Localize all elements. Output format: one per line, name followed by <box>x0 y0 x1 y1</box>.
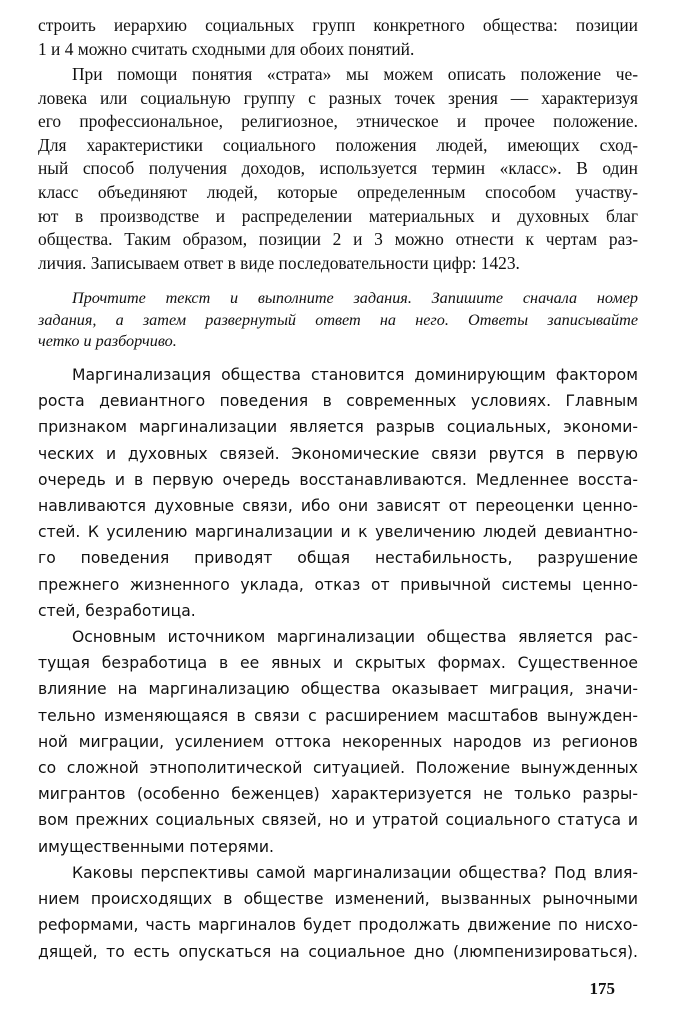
text-line: влияние на маргинализацию общества оказывает миграция, значи- <box>38 680 638 699</box>
text-line: вом прежних социальных связей, но и утратой социального статуса и <box>38 811 638 830</box>
text-line: Основным источником маргинализации общества является рас- <box>72 628 638 646</box>
instruction-line: задания, а затем развернутый ответ на него. Ответы записывайте <box>38 310 638 329</box>
paragraph-continuation <box>38 14 638 61</box>
text-line: Каковы перспективы самой маргинализации общества? Под влия- <box>72 864 638 882</box>
instruction-line: Прочтите текст и выполните задания. Запишите сначала номер <box>72 289 638 307</box>
text-line: роста девиантного поведения в современных условиях. Главным <box>38 392 638 411</box>
text-line: навливаются духовные связи, ибо они зависят от переоценки ценно- <box>38 497 638 516</box>
text-line: тельно изменяющаяся в связи с расширением масштабов вынужден- <box>38 706 638 725</box>
text-line: При помощи понятия «страта» мы можем описать положение че- <box>72 64 638 84</box>
source-text-paragraph-2 <box>38 624 638 860</box>
text-line: со сложной этнополитической ситуацией. Положение вынужденных <box>38 759 638 778</box>
text-line: реформами, часть маргиналов будет продолжать движение по нисхо- <box>38 916 638 935</box>
text-line: го поведения приводят общая нестабильность, разрушение <box>38 549 638 568</box>
text-line: его профессиональное, религиозное, этническое и прочее положение. <box>38 111 638 132</box>
text-line: мигрантов (особенно беженцев) характеризуется не только разры- <box>38 785 638 804</box>
source-text-paragraph-3 <box>38 860 638 965</box>
text-line: общества. Таким образом, позиции 2 и 3 можно отнести к чертам раз- <box>38 229 638 250</box>
source-text-paragraph-1 <box>38 362 638 624</box>
text-line: Для характеристики социального положения людей, имеющих сход- <box>38 134 638 155</box>
paragraph-strata <box>38 63 638 275</box>
text-line: признаком маргинализации является разрыв социальных, экономи- <box>38 418 638 437</box>
text-line: Маргинализация общества становится доминирующим фактором <box>72 366 638 384</box>
text-line: тущая безработица в ее явных и скрытых формах. Существенное <box>38 654 638 673</box>
text-line: личия. Записываем ответ в виде последовательности цифр: 1423. <box>38 252 520 273</box>
text-line: 1 и 4 можно считать сходными для обоих понятий. <box>38 38 415 59</box>
text-line: нием происходящих в обществе изменений, вызванных рыночными <box>38 890 638 909</box>
text-line: стей. К усилению маргинализации и к увеличению людей девиантно- <box>38 523 638 542</box>
instruction-line: четко и разборчиво. <box>38 332 177 350</box>
page-number: 175 <box>589 979 615 998</box>
text-line: ют в производстве и распределении материальных и духовных благ <box>38 205 638 226</box>
text-line: очередь и в первую очередь восстанавливаются. Медленнее восста- <box>38 470 638 489</box>
text-line: имущественными потерями. <box>38 837 274 856</box>
text-line: дящей, то есть опускаться на социальное дно (люмпенизироваться). <box>38 942 638 961</box>
text-line: ной миграции, усилением оттока некоренных народов из регионов <box>38 732 638 751</box>
text-line: ный способ получения доходов, используется термин «класс». В один <box>38 158 638 179</box>
text-line: ловека или социальную группу с разных точек зрения — характеризуя <box>38 87 638 108</box>
task-instruction <box>38 288 638 353</box>
text-line: стей, безработица. <box>38 601 196 620</box>
text-line: строить иерархию социальных групп конкретного общества: позиции <box>38 15 638 35</box>
text-line: ческих и духовных связей. Экономические связи рвутся в первую <box>38 444 638 463</box>
text-line: класс объединяют людей, которые определенным способом участву- <box>38 181 638 202</box>
text-line: прежнего жизненного уклада, отказ от привычной системы ценно- <box>38 575 638 594</box>
